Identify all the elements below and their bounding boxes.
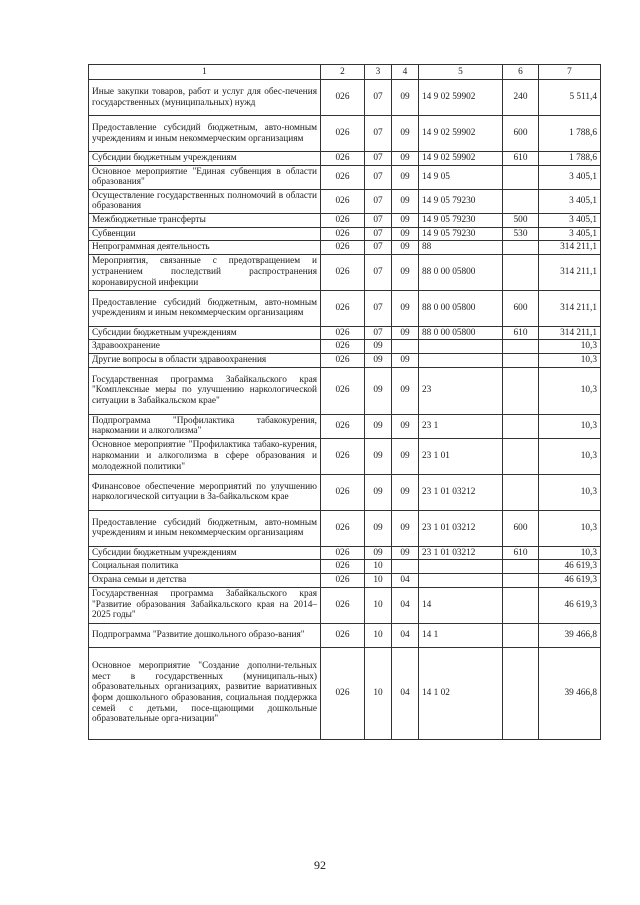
target-article-code-cell: 14 9 02 59902 bbox=[419, 80, 503, 116]
target-article-code-cell: 23 1 01 03212 bbox=[419, 510, 503, 546]
expense-type-code-cell bbox=[503, 623, 539, 647]
table-row bbox=[89, 189, 601, 213]
target-article-code-cell: 23 1 01 bbox=[419, 438, 503, 474]
section-code-cell: 09 bbox=[365, 367, 392, 414]
table-row bbox=[89, 80, 601, 116]
expense-type-code-cell: 610 bbox=[503, 326, 539, 340]
expense-type-code-cell: 600 bbox=[503, 290, 539, 326]
page-number: 92 bbox=[314, 858, 326, 872]
item-name-cell: Субвенции bbox=[89, 227, 321, 241]
amount-cell: 10,3 bbox=[539, 353, 601, 367]
amount-cell: 39 466,8 bbox=[539, 647, 601, 739]
ministry-code-cell: 026 bbox=[321, 414, 365, 438]
amount-cell: 10,3 bbox=[539, 546, 601, 560]
table-row bbox=[89, 116, 601, 152]
table-row bbox=[89, 152, 601, 166]
item-name-cell: Подпрограмма "Профилактика табакокурения, наркомании и алкоголизма" bbox=[89, 414, 321, 438]
ministry-code-cell: 026 bbox=[321, 560, 365, 574]
section-code-cell: 07 bbox=[365, 290, 392, 326]
subsection-code-cell: 09 bbox=[392, 152, 419, 166]
section-code-cell: 09 bbox=[365, 438, 392, 474]
amount-cell: 3 405,1 bbox=[539, 227, 601, 241]
ministry-code-cell: 026 bbox=[321, 152, 365, 166]
ministry-code-cell: 026 bbox=[321, 241, 365, 255]
ministry-code-cell: 026 bbox=[321, 290, 365, 326]
table-row bbox=[89, 353, 601, 367]
target-article-code-cell bbox=[419, 573, 503, 587]
amount-cell: 314 211,1 bbox=[539, 326, 601, 340]
item-name-cell: Субсидии бюджетным учреждениям bbox=[89, 152, 321, 166]
section-code-cell: 09 bbox=[365, 510, 392, 546]
item-name-cell: Межбюджетные трансферты bbox=[89, 213, 321, 227]
target-article-code-cell: 88 bbox=[419, 241, 503, 255]
expense-type-code-cell bbox=[503, 438, 539, 474]
ministry-code-cell: 026 bbox=[321, 254, 365, 290]
ministry-code-cell: 026 bbox=[321, 340, 365, 354]
amount-cell: 1 788,6 bbox=[539, 152, 601, 166]
target-article-code-cell: 88 0 00 05800 bbox=[419, 254, 503, 290]
expense-type-code-cell bbox=[503, 367, 539, 414]
section-code-cell: 07 bbox=[365, 80, 392, 116]
table-row bbox=[89, 647, 601, 739]
item-name-cell: Осуществление государственных полномочий в области образования bbox=[89, 189, 321, 213]
item-name-cell: Предоставление субсидий бюджетным, авто-номным учреждениям и иным некоммерческим организациям bbox=[89, 510, 321, 546]
subsection-code-cell: 09 bbox=[392, 367, 419, 414]
subsection-code-cell: 09 bbox=[392, 353, 419, 367]
item-name-cell: Государственная программа Забайкальского края "Комплексные меры по улучшению наркологической ситуации в Забайкальском крае" bbox=[89, 367, 321, 414]
table-row bbox=[89, 165, 601, 189]
item-name-cell: Охрана семьи и детства bbox=[89, 573, 321, 587]
section-code-cell: 09 bbox=[365, 340, 392, 354]
section-code-cell: 07 bbox=[365, 241, 392, 255]
subsection-code-cell: 09 bbox=[392, 438, 419, 474]
table-header-row bbox=[89, 65, 601, 80]
table-row bbox=[89, 326, 601, 340]
item-name-cell: Основное мероприятие "Профилактика табако-курения, наркомании и алкоголизма в сфере образования и молодежной политики" bbox=[89, 438, 321, 474]
amount-cell: 10,3 bbox=[539, 510, 601, 546]
ministry-code-cell: 026 bbox=[321, 623, 365, 647]
expense-type-code-cell bbox=[503, 189, 539, 213]
subsection-code-cell: 09 bbox=[392, 189, 419, 213]
target-article-code-cell: 14 9 02 59902 bbox=[419, 152, 503, 166]
expense-type-code-cell bbox=[503, 573, 539, 587]
subsection-code-cell: 09 bbox=[392, 474, 419, 510]
table-row bbox=[89, 254, 601, 290]
section-code-cell: 07 bbox=[365, 165, 392, 189]
header-cell: 1 bbox=[89, 65, 321, 80]
subsection-code-cell: 09 bbox=[392, 254, 419, 290]
ministry-code-cell: 026 bbox=[321, 189, 365, 213]
subsection-code-cell: 09 bbox=[392, 116, 419, 152]
target-article-code-cell: 88 0 00 05800 bbox=[419, 326, 503, 340]
ministry-code-cell: 026 bbox=[321, 546, 365, 560]
item-name-cell: Финансовое обеспечение мероприятий по улучшению наркологической ситуации в За-байкальском крае bbox=[89, 474, 321, 510]
expense-type-code-cell bbox=[503, 254, 539, 290]
subsection-code-cell: 09 bbox=[392, 510, 419, 546]
amount-cell: 314 211,1 bbox=[539, 241, 601, 255]
target-article-code-cell: 23 1 01 03212 bbox=[419, 474, 503, 510]
section-code-cell: 07 bbox=[365, 189, 392, 213]
target-article-code-cell: 23 1 bbox=[419, 414, 503, 438]
item-name-cell: Основное мероприятие "Создание дополни-тельных мест в государственных (муниципаль-ных) образовательных организациях, развитие вариативных форм дошкольного образования, социальная поддержка семей с детьми, посе-щающими дошкольные образовательные орга-низации" bbox=[89, 647, 321, 739]
table-row bbox=[89, 546, 601, 560]
expense-type-code-cell bbox=[503, 647, 539, 739]
item-name-cell: Предоставление субсидий бюджетным, авто-номным учреждениям и иным некоммерческим организациям bbox=[89, 116, 321, 152]
subsection-code-cell: 09 bbox=[392, 241, 419, 255]
table-row bbox=[89, 414, 601, 438]
item-name-cell: Субсидии бюджетным учреждениям bbox=[89, 546, 321, 560]
subsection-code-cell bbox=[392, 560, 419, 574]
target-article-code-cell bbox=[419, 340, 503, 354]
table-row bbox=[89, 474, 601, 510]
section-code-cell: 10 bbox=[365, 587, 392, 623]
amount-cell: 10,3 bbox=[539, 367, 601, 414]
ministry-code-cell: 026 bbox=[321, 438, 365, 474]
section-code-cell: 07 bbox=[365, 227, 392, 241]
table-row bbox=[89, 241, 601, 255]
target-article-code-cell bbox=[419, 560, 503, 574]
section-code-cell: 07 bbox=[365, 326, 392, 340]
header-cell: 7 bbox=[539, 65, 601, 80]
ministry-code-cell: 026 bbox=[321, 647, 365, 739]
section-code-cell: 09 bbox=[365, 414, 392, 438]
expense-type-code-cell bbox=[503, 560, 539, 574]
item-name-cell: Основное мероприятие "Единая субвенция в области образования" bbox=[89, 165, 321, 189]
target-article-code-cell bbox=[419, 353, 503, 367]
ministry-code-cell: 026 bbox=[321, 116, 365, 152]
expense-type-code-cell: 610 bbox=[503, 546, 539, 560]
section-code-cell: 09 bbox=[365, 353, 392, 367]
table-row bbox=[89, 340, 601, 354]
amount-cell: 46 619,3 bbox=[539, 573, 601, 587]
expense-type-code-cell: 610 bbox=[503, 152, 539, 166]
section-code-cell: 07 bbox=[365, 254, 392, 290]
target-article-code-cell: 14 9 05 bbox=[419, 165, 503, 189]
expense-type-code-cell: 240 bbox=[503, 80, 539, 116]
section-code-cell: 09 bbox=[365, 474, 392, 510]
table-row bbox=[89, 213, 601, 227]
subsection-code-cell: 04 bbox=[392, 623, 419, 647]
expense-type-code-cell: 500 bbox=[503, 213, 539, 227]
item-name-cell: Подпрограмма "Развитие дошкольного образо-вания" bbox=[89, 623, 321, 647]
amount-cell: 314 211,1 bbox=[539, 254, 601, 290]
ministry-code-cell: 026 bbox=[321, 353, 365, 367]
subsection-code-cell: 04 bbox=[392, 587, 419, 623]
subsection-code-cell: 09 bbox=[392, 290, 419, 326]
expense-type-code-cell bbox=[503, 340, 539, 354]
table-row bbox=[89, 367, 601, 414]
amount-cell: 5 511,4 bbox=[539, 80, 601, 116]
item-name-cell: Здравоохранение bbox=[89, 340, 321, 354]
table-row bbox=[89, 510, 601, 546]
section-code-cell: 10 bbox=[365, 647, 392, 739]
expense-type-code-cell bbox=[503, 165, 539, 189]
section-code-cell: 10 bbox=[365, 573, 392, 587]
amount-cell: 39 466,8 bbox=[539, 623, 601, 647]
section-code-cell: 09 bbox=[365, 546, 392, 560]
header-cell: 4 bbox=[392, 65, 419, 80]
subsection-code-cell: 09 bbox=[392, 227, 419, 241]
header-cell: 6 bbox=[503, 65, 539, 80]
amount-cell: 10,3 bbox=[539, 474, 601, 510]
item-name-cell: Субсидии бюджетным учреждениям bbox=[89, 326, 321, 340]
section-code-cell: 10 bbox=[365, 623, 392, 647]
amount-cell: 10,3 bbox=[539, 414, 601, 438]
ministry-code-cell: 026 bbox=[321, 227, 365, 241]
target-article-code-cell: 88 0 00 05800 bbox=[419, 290, 503, 326]
amount-cell: 46 619,3 bbox=[539, 587, 601, 623]
expense-type-code-cell bbox=[503, 241, 539, 255]
target-article-code-cell: 14 bbox=[419, 587, 503, 623]
expense-type-code-cell bbox=[503, 587, 539, 623]
item-name-cell: Иные закупки товаров, работ и услуг для обес-печения государственных (муниципальных) нужд bbox=[89, 80, 321, 116]
ministry-code-cell: 026 bbox=[321, 587, 365, 623]
amount-cell: 3 405,1 bbox=[539, 165, 601, 189]
expense-type-code-cell bbox=[503, 474, 539, 510]
table-row bbox=[89, 587, 601, 623]
subsection-code-cell: 09 bbox=[392, 80, 419, 116]
expense-type-code-cell bbox=[503, 353, 539, 367]
subsection-code-cell: 09 bbox=[392, 165, 419, 189]
amount-cell: 3 405,1 bbox=[539, 213, 601, 227]
header-cell: 2 bbox=[321, 65, 365, 80]
expense-type-code-cell: 530 bbox=[503, 227, 539, 241]
table-row bbox=[89, 290, 601, 326]
budget-table bbox=[88, 64, 601, 740]
subsection-code-cell bbox=[392, 340, 419, 354]
table-row bbox=[89, 438, 601, 474]
table-row bbox=[89, 560, 601, 574]
amount-cell: 1 788,6 bbox=[539, 116, 601, 152]
amount-cell: 3 405,1 bbox=[539, 189, 601, 213]
expense-type-code-cell: 600 bbox=[503, 116, 539, 152]
ministry-code-cell: 026 bbox=[321, 165, 365, 189]
section-code-cell: 07 bbox=[365, 116, 392, 152]
section-code-cell: 10 bbox=[365, 560, 392, 574]
target-article-code-cell: 14 1 bbox=[419, 623, 503, 647]
ministry-code-cell: 026 bbox=[321, 367, 365, 414]
item-name-cell: Государственная программа Забайкальского края "Развитие образования Забайкальского края на 2014–2025 годы" bbox=[89, 587, 321, 623]
target-article-code-cell: 14 9 05 79230 bbox=[419, 227, 503, 241]
header-cell: 3 bbox=[365, 65, 392, 80]
subsection-code-cell: 09 bbox=[392, 213, 419, 227]
amount-cell: 10,3 bbox=[539, 438, 601, 474]
header-cell: 5 bbox=[419, 65, 503, 80]
ministry-code-cell: 026 bbox=[321, 213, 365, 227]
target-article-code-cell: 23 1 01 03212 bbox=[419, 546, 503, 560]
section-code-cell: 07 bbox=[365, 152, 392, 166]
ministry-code-cell: 026 bbox=[321, 326, 365, 340]
amount-cell: 46 619,3 bbox=[539, 560, 601, 574]
ministry-code-cell: 026 bbox=[321, 80, 365, 116]
subsection-code-cell: 04 bbox=[392, 647, 419, 739]
amount-cell: 314 211,1 bbox=[539, 290, 601, 326]
ministry-code-cell: 026 bbox=[321, 573, 365, 587]
expense-type-code-cell: 600 bbox=[503, 510, 539, 546]
item-name-cell: Мероприятия, связанные с предотвращением и устранением последствий распространения коронавирусной инфекции bbox=[89, 254, 321, 290]
item-name-cell: Социальная политика bbox=[89, 560, 321, 574]
subsection-code-cell: 09 bbox=[392, 546, 419, 560]
subsection-code-cell: 09 bbox=[392, 326, 419, 340]
subsection-code-cell: 04 bbox=[392, 573, 419, 587]
target-article-code-cell: 14 1 02 bbox=[419, 647, 503, 739]
ministry-code-cell: 026 bbox=[321, 510, 365, 546]
section-code-cell: 07 bbox=[365, 213, 392, 227]
ministry-code-cell: 026 bbox=[321, 474, 365, 510]
amount-cell: 10,3 bbox=[539, 340, 601, 354]
item-name-cell: Непрограммная деятельность bbox=[89, 241, 321, 255]
expense-type-code-cell bbox=[503, 414, 539, 438]
item-name-cell: Предоставление субсидий бюджетным, авто-номным учреждениям и иным некоммерческим организациям bbox=[89, 290, 321, 326]
target-article-code-cell: 14 9 02 59902 bbox=[419, 116, 503, 152]
target-article-code-cell: 14 9 05 79230 bbox=[419, 213, 503, 227]
table-row bbox=[89, 573, 601, 587]
table-row bbox=[89, 227, 601, 241]
target-article-code-cell: 23 bbox=[419, 367, 503, 414]
item-name-cell: Другие вопросы в области здравоохранения bbox=[89, 353, 321, 367]
target-article-code-cell: 14 9 05 79230 bbox=[419, 189, 503, 213]
subsection-code-cell: 09 bbox=[392, 414, 419, 438]
table-row bbox=[89, 623, 601, 647]
